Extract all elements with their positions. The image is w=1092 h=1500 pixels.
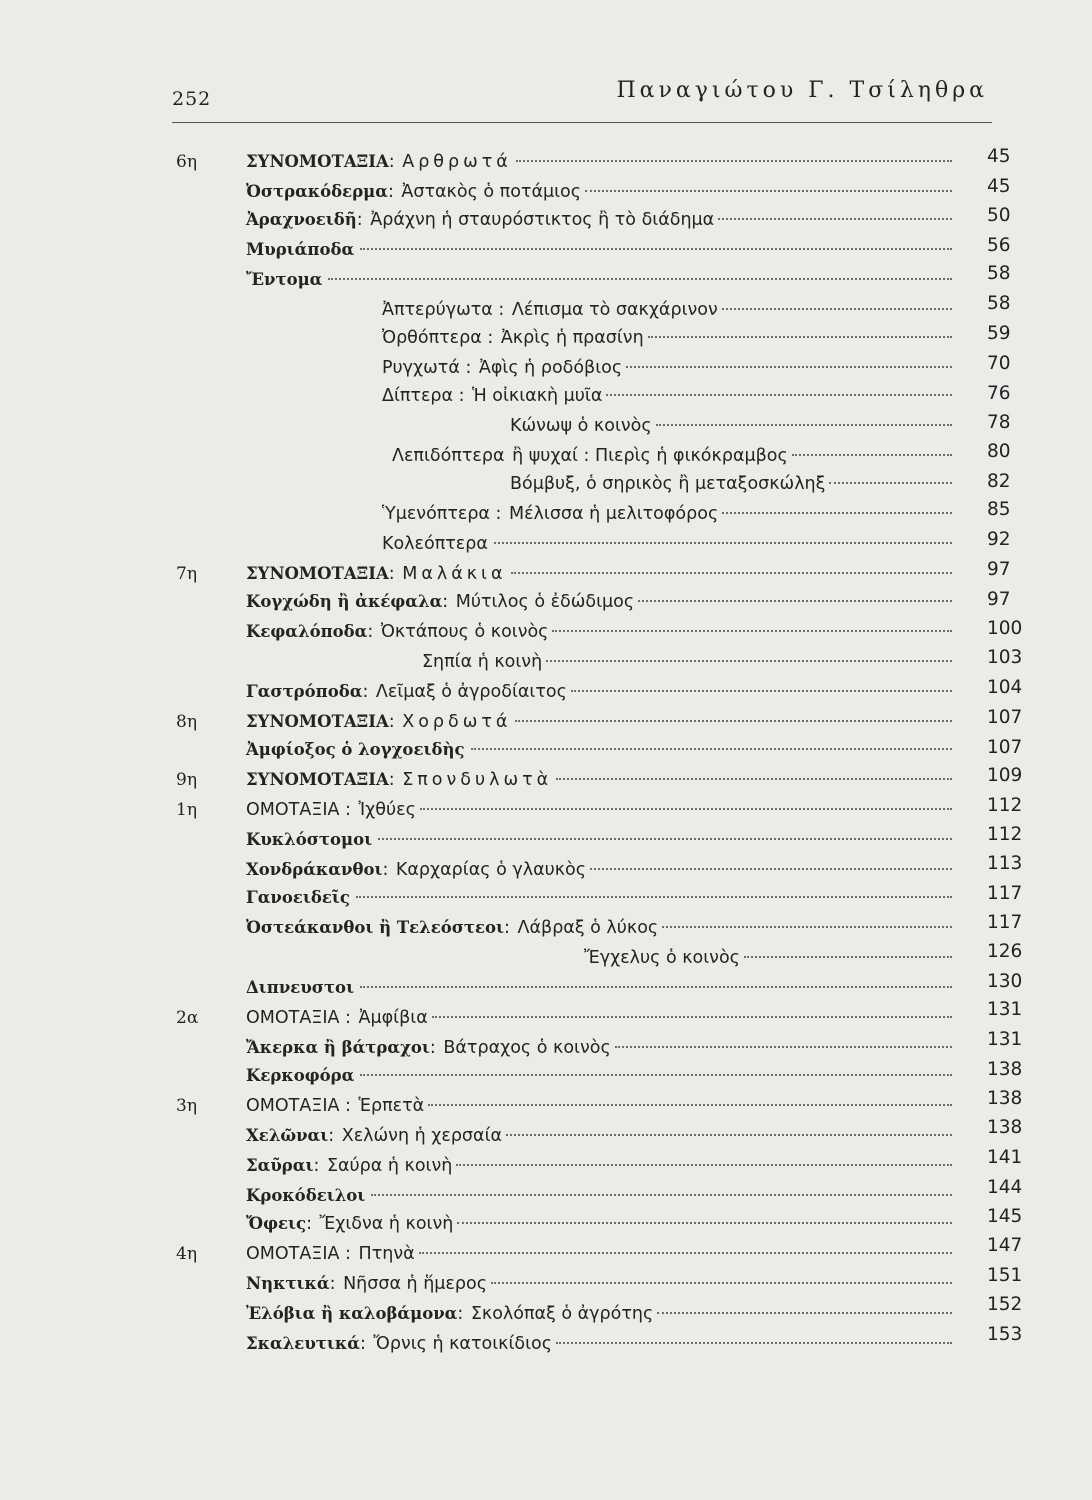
dot-leader [722, 512, 952, 514]
toc-entry [172, 886, 952, 910]
entry-label: Κυκλόστομοι [246, 830, 373, 849]
toc-entry [172, 650, 952, 674]
entry-page-number: 107 [987, 737, 1023, 758]
entry-text: Πτηνὰ [358, 1244, 415, 1264]
entry-page-number: 112 [987, 795, 1023, 816]
entry-label: Κροκόδειλοι [246, 1186, 366, 1205]
entry-separator: : [339, 1008, 357, 1028]
entry-page-number: 112 [987, 824, 1023, 845]
entry-page-number: 76 [987, 383, 1011, 404]
dot-leader [360, 248, 952, 250]
entry-label: ΣΥΝΟΜΟΤΑΞΙΑ [246, 152, 389, 171]
entry-page-number: 92 [987, 529, 1011, 550]
entry-text: Ἀμφίβια [358, 1008, 428, 1028]
entry-page-number: 109 [987, 765, 1023, 786]
toc-entry [172, 502, 952, 526]
toc-entry [172, 828, 952, 852]
entry-page-number: 104 [987, 677, 1023, 698]
entry-page-number: 126 [987, 941, 1023, 962]
toc-entry [172, 356, 952, 380]
entry-label: Διπνευστοι [246, 978, 355, 997]
toc-entry [172, 858, 952, 882]
page-number: 252 [172, 88, 212, 110]
entry-label: Γανοειδεῖς [246, 888, 350, 907]
dot-leader [511, 572, 952, 574]
toc-entry [172, 1154, 952, 1178]
toc-entry [172, 946, 952, 970]
entry-page-number: 138 [987, 1059, 1023, 1080]
entry-label: Ἀραχνοειδῆ [246, 210, 357, 229]
entry-text: Χελώνη ἡ χερσαία [341, 1126, 503, 1146]
entry-text: Ἑρπετὰ [358, 1096, 425, 1116]
entry-page-number: 131 [987, 999, 1023, 1020]
toc-entry [172, 1094, 952, 1118]
entry-page-number: 138 [987, 1088, 1023, 1109]
entry-separator: : [388, 564, 401, 584]
toc-entry [172, 384, 952, 408]
toc-entry [172, 710, 952, 734]
entry-text: Ἀκρὶς ἡ πρασίνη [500, 328, 644, 348]
entry-text: Μύτιλος ὁ ἐδώδιμος [455, 592, 635, 612]
entry-page-number: 152 [987, 1294, 1023, 1315]
entry-label: Ὀστρακόδερμα [246, 182, 388, 201]
entry-page-number: 58 [987, 263, 1011, 284]
dot-leader [657, 1312, 952, 1314]
entry-label: ΣΥΝΟΜΟΤΑΞΙΑ [246, 712, 389, 731]
dot-leader [615, 1046, 952, 1048]
dot-leader [792, 454, 952, 456]
toc-entry [172, 620, 952, 644]
entry-page-number: 85 [987, 499, 1011, 520]
entry-page-number: 80 [987, 441, 1011, 462]
dot-leader [428, 1104, 952, 1106]
entry-page-number: 138 [987, 1117, 1023, 1138]
entry-ordinal: 2α [176, 1008, 199, 1028]
entry-page-number: 117 [987, 912, 1023, 933]
entry-label: ΟΜΟΤΑΞΙΑ [246, 1008, 340, 1028]
entry-page-number: 97 [987, 559, 1011, 580]
entry-page-number: 147 [987, 1235, 1023, 1256]
dot-leader [829, 482, 952, 484]
entry-ordinal: 8η [176, 712, 198, 732]
toc-entry [172, 1272, 952, 1296]
entry-separator: : [442, 592, 454, 612]
dot-leader [360, 1074, 952, 1076]
dot-leader [371, 1194, 952, 1196]
entry-label: Ἐλόβια ἢ καλοβάμονα [246, 1304, 458, 1323]
entry-separator: : [504, 918, 516, 938]
dot-leader [378, 838, 952, 840]
entry-separator: : [453, 386, 471, 406]
dot-leader [590, 868, 952, 870]
entry-label: Γαστρόποδα [246, 682, 363, 701]
entry-ordinal: 9η [176, 770, 198, 790]
entry-separator: : [367, 622, 379, 642]
toc-entry [172, 1302, 952, 1326]
entry-page-number: 45 [987, 146, 1011, 167]
entry-text: Ἡ οἰκιακὴ μυῖα [472, 386, 603, 406]
entry-ordinal: 4η [176, 1244, 198, 1264]
entry-page-number: 113 [987, 853, 1023, 874]
entry-page-number: 56 [987, 235, 1011, 256]
entry-page-number: 97 [987, 589, 1011, 610]
dot-leader [515, 720, 952, 722]
dot-leader [552, 630, 952, 632]
dot-leader [662, 926, 952, 928]
entry-page-number: 82 [987, 471, 1011, 492]
toc-entry [172, 150, 952, 174]
dot-leader [556, 1342, 952, 1344]
entry-text: Λάβραξ ὁ λύκος [517, 918, 659, 938]
toc-entry [172, 1006, 952, 1030]
toc-entry [172, 180, 952, 204]
dot-leader [722, 308, 952, 310]
entry-text: Ἀστακὸς ὁ ποτάμιος [401, 182, 582, 202]
entry-text: Μέλισσα ἡ μελιτοφόρος [509, 504, 719, 524]
entry-separator: : [329, 1274, 342, 1294]
dot-leader [471, 748, 952, 750]
toc-entry [172, 208, 952, 232]
entry-separator: : [459, 358, 477, 378]
entry-text: Λέπισμα τὸ σακχάρινον [511, 300, 718, 320]
entry-text: Ὄρνις ἡ κατοικίδιος [373, 1334, 552, 1354]
entry-label: Σαῦραι [246, 1156, 314, 1175]
entry-label: Κογχώδη ἢ ἀκέφαλα [246, 592, 443, 611]
entry-page-number: 153 [987, 1324, 1023, 1345]
entry-page-number: 103 [987, 647, 1023, 668]
toc-entry [172, 916, 952, 940]
toc-entry [172, 472, 952, 496]
dot-leader [606, 394, 952, 396]
entry-label: Λεπιδόπτερα [392, 446, 505, 466]
dot-leader [506, 1134, 952, 1136]
entry-text: Μαλάκια [402, 564, 507, 584]
entry-separator: : [492, 300, 510, 320]
entry-separator: : [328, 1126, 340, 1146]
toc-entry [172, 238, 952, 262]
dot-leader [546, 660, 952, 662]
toc-entry [172, 562, 952, 586]
entry-separator: : [339, 1244, 357, 1264]
entry-page-number: 145 [987, 1206, 1023, 1227]
entry-page-number: 107 [987, 707, 1023, 728]
dot-leader [656, 424, 952, 426]
entry-text: Σαύρα ἡ κοινὴ [326, 1156, 453, 1176]
entry-label: Ὀστεάκανθοι ἢ Τελεόστεοι [246, 918, 505, 937]
toc-entry [172, 268, 952, 292]
entry-page-number: 117 [987, 883, 1023, 904]
entry-page-number: 50 [987, 205, 1011, 226]
entry-label: Δίπτερα [382, 386, 454, 406]
entry-separator: : [481, 328, 499, 348]
entry-text: Ἀφὶς ἡ ροδόβιος [478, 358, 623, 378]
toc-entry [172, 414, 952, 438]
dot-leader [457, 1222, 952, 1224]
dot-leader [356, 896, 952, 898]
dot-leader [420, 808, 952, 810]
entry-label: Ἄκερκα ἢ βάτραχοι [246, 1038, 430, 1057]
toc-entry [172, 590, 952, 614]
toc-entry [172, 1184, 952, 1208]
entry-page-number: 144 [987, 1177, 1023, 1198]
entry-text: Ἰχθύες [358, 800, 416, 820]
dot-leader [638, 600, 952, 602]
entry-text: Καρχαρίας ὁ γλαυκὸς [395, 860, 587, 880]
entry-separator: : [489, 504, 507, 524]
entry-text: Ἀράχνη ἡ σταυρόστικτος ἢ τὸ διάδημα [370, 210, 715, 230]
dot-leader [360, 986, 952, 988]
entry-text: Βόμβυξ, ὁ σηρικὸς ἢ μεταξοσκώληξ [510, 474, 826, 494]
entry-separator [504, 444, 510, 468]
dot-leader [571, 690, 952, 692]
toc-entry [172, 1124, 952, 1148]
entry-separator: : [362, 682, 374, 702]
toc-entry [172, 1036, 952, 1060]
entry-text: Κώνωψ ὁ κοινὸς [510, 416, 652, 436]
entry-separator: : [388, 770, 401, 790]
entry-page-number: 100 [987, 618, 1023, 639]
entry-text: Σκολόπαξ ὁ ἀγρότης [470, 1304, 654, 1324]
entry-label: Ἀπτερύγωτα [382, 300, 493, 320]
entry-separator: : [387, 182, 400, 202]
entry-page-number: 45 [987, 176, 1011, 197]
entry-ordinal: 3η [176, 1096, 198, 1116]
entry-label: ΟΜΟΤΑΞΙΑ [246, 800, 340, 820]
entry-separator: : [388, 712, 401, 732]
entry-label: Χελῶναι [246, 1126, 329, 1145]
dot-leader [456, 1164, 952, 1166]
entry-separator: : [356, 210, 369, 230]
dot-leader [744, 956, 952, 958]
entry-label: Νηκτικά [246, 1274, 330, 1293]
entry-label: Ρυγχωτά [382, 358, 460, 378]
entry-separator: : [339, 1096, 357, 1116]
dot-leader [419, 1252, 952, 1254]
dot-leader [648, 336, 952, 338]
entry-label: Σκαλευτικά [246, 1334, 360, 1353]
toc-entry [172, 976, 952, 1000]
toc-entry [172, 1064, 952, 1088]
entry-separator: : [359, 1334, 372, 1354]
entry-separator: : [306, 1214, 318, 1234]
dot-leader [494, 542, 952, 544]
entry-text: Σηπία ἡ κοινὴ [422, 652, 543, 672]
toc-entry [172, 326, 952, 350]
entry-label: ΣΥΝΟΜΟΤΑΞΙΑ [246, 564, 389, 583]
toc-entry [172, 798, 952, 822]
dot-leader [585, 190, 952, 192]
entry-label: Κολεόπτερα [382, 534, 488, 554]
dot-leader [328, 278, 952, 280]
dot-leader [432, 1016, 952, 1018]
entry-text: Χορδωτά [402, 712, 512, 732]
toc-entry [172, 1242, 952, 1266]
entry-text: Ὀκτάπους ὁ κοινὸς [380, 622, 549, 642]
toc-entry [172, 768, 952, 792]
entry-text: Ἔχιδνα ἡ κοινὴ [319, 1214, 454, 1234]
dot-leader [626, 366, 952, 368]
toc-entry [172, 532, 952, 556]
entry-text: Ἔγχελυς ὁ κοινὸς [584, 948, 740, 968]
entry-label: Ἀμφίοξος ὁ λογχοειδὴς [246, 740, 465, 759]
entry-text: Σπονδυλωτὰ [402, 770, 553, 790]
entry-page-number: 78 [987, 412, 1011, 433]
entry-page-number: 130 [987, 971, 1023, 992]
entry-text: Λεῖμαξ ὁ ἀγροδίαιτος [375, 682, 567, 702]
entry-separator: : [429, 1038, 442, 1058]
toc-entry [172, 738, 952, 762]
entry-ordinal: 7η [176, 564, 198, 584]
running-head: Παναγιώτου Γ. Τσίληθρα [616, 78, 988, 103]
dot-leader [718, 218, 952, 220]
entry-page-number: 70 [987, 353, 1011, 374]
entry-text: ἢ ψυχαί : Πιερὶς ἡ φικόκραμβος [512, 446, 788, 466]
entry-label: Κεφαλόποδα [246, 622, 368, 641]
dot-leader [516, 160, 952, 162]
toc-entry [172, 298, 952, 322]
entry-text: Βάτραχος ὁ κοινὸς [443, 1038, 611, 1058]
entry-text: Αρθρωτά [402, 152, 512, 172]
entry-page-number: 141 [987, 1147, 1023, 1168]
toc-entry [172, 1332, 952, 1356]
entry-separator: : [339, 800, 357, 820]
entry-label: ΟΜΟΤΑΞΙΑ [246, 1096, 340, 1116]
entry-label: ΣΥΝΟΜΟΤΑΞΙΑ [246, 770, 389, 789]
entry-separator: : [457, 1304, 469, 1324]
entry-label: Ἔντομα [246, 270, 323, 289]
toc-entry [172, 680, 952, 704]
entry-separator: : [388, 152, 401, 172]
entry-page-number: 151 [987, 1265, 1023, 1286]
entry-label: Ὀρθόπτερα [382, 328, 482, 348]
entry-label: Κερκοφόρα [246, 1066, 355, 1085]
entry-label: ΟΜΟΤΑΞΙΑ [246, 1244, 340, 1264]
entry-page-number: 59 [987, 323, 1011, 344]
entry-label: Μυριάποδα [246, 240, 355, 259]
entry-separator: : [382, 860, 394, 880]
entry-label: Χονδράκανθοι [246, 860, 383, 879]
dot-leader [556, 778, 952, 780]
entry-ordinal: 1η [176, 800, 198, 820]
entry-page-number: 58 [987, 293, 1011, 314]
entry-label: Ὄφεις [246, 1214, 307, 1233]
entry-page-number: 131 [987, 1029, 1023, 1050]
entry-separator: : [313, 1156, 325, 1176]
entry-ordinal: 6η [176, 152, 198, 172]
dot-leader [491, 1282, 952, 1284]
toc-entry [172, 444, 952, 468]
entry-label: Ὑμενόπτερα [382, 504, 490, 524]
toc-entry [172, 1212, 952, 1236]
entry-text: Νῆσσα ἡ ἥμερος [343, 1274, 487, 1294]
